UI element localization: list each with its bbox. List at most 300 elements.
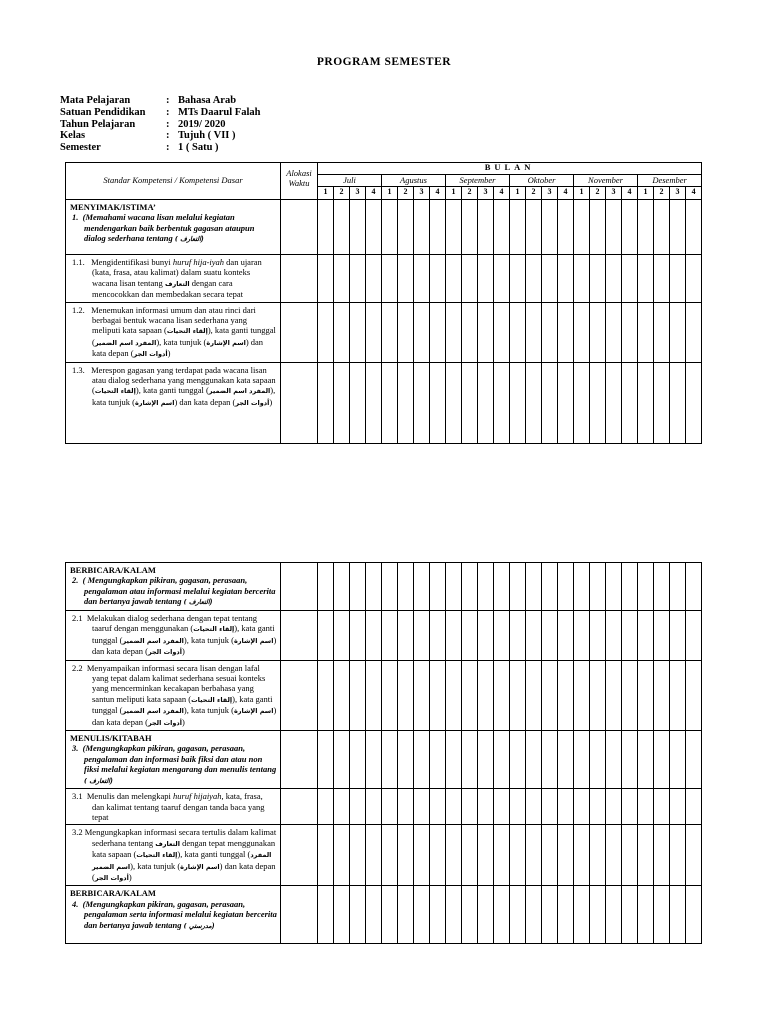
week-cell: [574, 789, 590, 825]
week-cell: [318, 611, 334, 661]
alokasi-cell: [281, 789, 318, 825]
week-cell: [574, 660, 590, 730]
week-cell: [398, 200, 414, 255]
meta-row: [60, 130, 260, 142]
header-bulan: BULAN: [318, 163, 702, 175]
week-cell: [398, 825, 414, 886]
week-cell: [686, 825, 702, 886]
week-cell: [494, 563, 510, 611]
alokasi-cell: [281, 611, 318, 661]
week-cell: [494, 825, 510, 886]
week-cell: [590, 200, 606, 255]
week-cell: [526, 255, 542, 303]
week-cell: [670, 825, 686, 886]
week-cell: [366, 886, 382, 944]
week-cell: [350, 563, 366, 611]
week-cell: [558, 611, 574, 661]
meta-row: [60, 107, 260, 119]
week-cell: [334, 825, 350, 886]
alokasi-cell: [281, 825, 318, 886]
header-week: 2: [462, 187, 478, 200]
meta-colon: :: [166, 118, 170, 130]
table-row: [66, 200, 702, 255]
week-cell: [494, 789, 510, 825]
week-cell: [478, 302, 494, 362]
meta-row: [60, 142, 260, 154]
week-cell: [654, 362, 670, 443]
week-cell: [590, 362, 606, 443]
meta-value: Tujuh ( VII ): [178, 130, 236, 142]
week-cell: [430, 886, 446, 944]
week-cell: [670, 789, 686, 825]
week-cell: [574, 611, 590, 661]
week-cell: [350, 731, 366, 789]
week-cell: [334, 731, 350, 789]
week-cell: [478, 731, 494, 789]
week-cell: [430, 611, 446, 661]
week-cell: [414, 362, 430, 443]
week-cell: [350, 825, 366, 886]
week-cell: [590, 255, 606, 303]
week-cell: [318, 789, 334, 825]
week-cell: [654, 886, 670, 944]
week-cell: [382, 611, 398, 661]
alokasi-cell: [281, 660, 318, 730]
week-cell: [334, 660, 350, 730]
week-cell: [366, 302, 382, 362]
meta-colon: :: [166, 142, 170, 154]
week-cell: [366, 362, 382, 443]
header-week: 3: [606, 187, 622, 200]
standar-kompetensi-1: 1. (Memahami wacana lisan melalui kegiatan mendengarkan baik berbentuk gagasan ataupun dialog sederhana tentang ( التعارف): [72, 212, 255, 244]
header-week: 2: [654, 187, 670, 200]
week-cell: [606, 362, 622, 443]
week-cell: [654, 825, 670, 886]
week-cell: [430, 789, 446, 825]
week-cell: [414, 731, 430, 789]
header-week: 2: [398, 187, 414, 200]
week-cell: [606, 563, 622, 611]
header-week: 1: [318, 187, 334, 200]
meta-value: MTs Daarul Falah: [178, 106, 261, 118]
week-cell: [510, 611, 526, 661]
week-cell: [462, 825, 478, 886]
meta-label: Mata Pelajaran: [60, 95, 131, 106]
week-cell: [574, 255, 590, 303]
week-cell: [446, 789, 462, 825]
week-cell: [446, 825, 462, 886]
header-week: 1: [382, 187, 398, 200]
week-cell: [670, 731, 686, 789]
week-cell: [542, 255, 558, 303]
week-cell: [446, 302, 462, 362]
week-cell: [574, 731, 590, 789]
kompetensi-dasar-3-1: 3.1 Menulis dan melengkapi huruf hijaiyah, kata, frasa, dan kalimat tentang taaruf dengan tanda baca yang tepat: [72, 791, 265, 822]
kompetensi-dasar-3-2: 3.2 Mengungkapkan informasi secara tertulis dalam kalimat sederhana tentang التعارف dengan tepat menggunakan kata sapaan (إلقاء التحيات), kata ganti tunggal (المفرد اسم الضمير), kata tunjuk (اسم الإشارة) dan kata depan (أدوات الجر): [72, 827, 277, 882]
table-row: [66, 611, 702, 661]
week-cell: [542, 886, 558, 944]
week-cell: [654, 200, 670, 255]
week-cell: [414, 789, 430, 825]
table-row: [66, 825, 702, 886]
meta-row: [60, 95, 260, 107]
table-row: [66, 886, 702, 944]
kd-cell: [66, 731, 281, 789]
week-cell: [318, 731, 334, 789]
week-cell: [622, 362, 638, 443]
week-cell: [334, 302, 350, 362]
section-heading: MENYIMAK/ISTIMA’: [70, 202, 156, 212]
week-cell: [510, 825, 526, 886]
week-cell: [446, 200, 462, 255]
week-cell: [478, 886, 494, 944]
week-cell: [510, 563, 526, 611]
week-cell: [654, 255, 670, 303]
week-cell: [318, 563, 334, 611]
week-cell: [558, 660, 574, 730]
week-cell: [494, 886, 510, 944]
week-cell: [686, 200, 702, 255]
week-cell: [510, 731, 526, 789]
week-cell: [446, 660, 462, 730]
week-cell: [542, 660, 558, 730]
week-cell: [638, 362, 654, 443]
week-cell: [382, 660, 398, 730]
week-cell: [318, 255, 334, 303]
week-cell: [638, 731, 654, 789]
week-cell: [686, 611, 702, 661]
meta-label: Satuan Pendidikan: [60, 106, 146, 118]
alokasi-cell: [281, 563, 318, 611]
week-cell: [334, 362, 350, 443]
week-cell: [574, 200, 590, 255]
table-row: [66, 731, 702, 789]
week-cell: [654, 660, 670, 730]
week-cell: [462, 611, 478, 661]
week-cell: [542, 362, 558, 443]
week-cell: [430, 825, 446, 886]
alokasi-cell: [281, 886, 318, 944]
week-cell: [494, 200, 510, 255]
week-cell: [558, 886, 574, 944]
week-cell: [350, 660, 366, 730]
week-cell: [462, 200, 478, 255]
table-row: [66, 660, 702, 730]
week-cell: [590, 825, 606, 886]
week-cell: [318, 302, 334, 362]
week-cell: [606, 731, 622, 789]
week-cell: [398, 660, 414, 730]
week-cell: [670, 200, 686, 255]
week-cell: [654, 563, 670, 611]
header-week: 1: [574, 187, 590, 200]
week-cell: [526, 789, 542, 825]
header-week: 2: [334, 187, 350, 200]
kompetensi-dasar-2-1: 2.1 Melakukan dialog sederhana dengan tepat tentang taaruf dengan menggunakan (إلقاء التحيات), kata ganti tunggal (المفرد اسم الضمير), kata tunjuk (اسم الإشارة) dan kata depan (أدوات الجر): [72, 613, 277, 657]
week-cell: [654, 731, 670, 789]
week-cell: [446, 563, 462, 611]
header-week: 4: [686, 187, 702, 200]
meta-label: Semester: [60, 142, 101, 154]
week-cell: [430, 255, 446, 303]
week-cell: [622, 886, 638, 944]
week-cell: [590, 789, 606, 825]
week-cell: [430, 660, 446, 730]
week-cell: [318, 825, 334, 886]
header-week: 3: [542, 187, 558, 200]
week-cell: [606, 789, 622, 825]
week-cell: [462, 563, 478, 611]
week-cell: [382, 200, 398, 255]
alokasi-cell: [281, 362, 318, 443]
standar-kompetensi-2: 2. ( Mengungkapkan pikiran, gagasan, perasaan, pengalaman atau informasi melalui kegiatan bercerita dan bertanya jawab tentang ( التعارف): [72, 575, 276, 607]
week-cell: [398, 886, 414, 944]
week-cell: [478, 789, 494, 825]
week-cell: [670, 611, 686, 661]
header-week: 3: [414, 187, 430, 200]
week-cell: [398, 302, 414, 362]
meta-colon: :: [166, 106, 170, 118]
week-cell: [414, 200, 430, 255]
week-cell: [414, 611, 430, 661]
week-cell: [590, 731, 606, 789]
week-cell: [686, 563, 702, 611]
alokasi-cell: [281, 302, 318, 362]
kd-cell: [66, 563, 281, 611]
document-meta: [60, 95, 260, 154]
week-cell: [526, 611, 542, 661]
kd-cell: [66, 255, 281, 303]
header-week: 4: [366, 187, 382, 200]
week-cell: [686, 255, 702, 303]
header-standar-kompetensi: [66, 163, 281, 200]
week-cell: [382, 362, 398, 443]
week-cell: [670, 886, 686, 944]
week-cell: [366, 255, 382, 303]
week-cell: [686, 362, 702, 443]
week-cell: [526, 886, 542, 944]
week-cell: [638, 611, 654, 661]
week-cell: [414, 886, 430, 944]
week-cell: [446, 255, 462, 303]
week-cell: [494, 255, 510, 303]
week-cell: [622, 825, 638, 886]
week-cell: [558, 362, 574, 443]
week-cell: [350, 789, 366, 825]
week-cell: [542, 611, 558, 661]
week-cell: [334, 255, 350, 303]
week-cell: [382, 255, 398, 303]
week-cell: [446, 611, 462, 661]
header-month: Desember: [638, 174, 702, 187]
week-cell: [542, 302, 558, 362]
header-week: 4: [558, 187, 574, 200]
week-cell: [558, 200, 574, 255]
week-cell: [574, 825, 590, 886]
week-cell: [558, 731, 574, 789]
week-cell: [414, 302, 430, 362]
alokasi-cell: [281, 200, 318, 255]
week-cell: [590, 886, 606, 944]
header-week: 1: [446, 187, 462, 200]
week-cell: [430, 302, 446, 362]
week-cell: [574, 302, 590, 362]
week-cell: [462, 362, 478, 443]
week-cell: [590, 611, 606, 661]
week-cell: [446, 886, 462, 944]
week-cell: [366, 563, 382, 611]
table-row: [66, 362, 702, 443]
week-cell: [526, 563, 542, 611]
week-cell: [606, 302, 622, 362]
week-cell: [414, 660, 430, 730]
header-week: 4: [430, 187, 446, 200]
meta-value: 2019/ 2020: [178, 118, 226, 130]
week-cell: [398, 611, 414, 661]
week-cell: [686, 731, 702, 789]
standar-kompetensi-4: 4. (Mengungkapkan pikiran, gagasan, perasaan, pengalaman serta informasi melalui kegiatan bercerita dan bertanya jawab tentang ( مدرستي): [72, 898, 277, 930]
week-cell: [350, 255, 366, 303]
header-month: November: [574, 174, 638, 187]
week-cell: [558, 255, 574, 303]
week-cell: [526, 302, 542, 362]
week-cell: [510, 789, 526, 825]
week-cell: [510, 660, 526, 730]
week-cell: [318, 660, 334, 730]
week-cell: [606, 200, 622, 255]
week-cell: [318, 362, 334, 443]
week-cell: [558, 825, 574, 886]
week-cell: [526, 731, 542, 789]
week-cell: [574, 563, 590, 611]
header-alokasi-waktu: [281, 163, 318, 200]
header-week: 2: [590, 187, 606, 200]
week-cell: [638, 660, 654, 730]
week-cell: [622, 789, 638, 825]
standar-kompetensi-3: 3. (Mengungkapkan pikiran, gagasan, perasaan, pengalaman dan informasi baik fiksi dan atau non fiksi melalui kegiatan mengarang dan menulis tentang ( التعارف): [72, 743, 277, 785]
week-cell: [654, 302, 670, 362]
program-table-2: [65, 562, 702, 944]
week-cell: [670, 255, 686, 303]
section-heading: BERBICARA/KALAM: [70, 888, 156, 899]
week-cell: [366, 660, 382, 730]
week-cell: [366, 611, 382, 661]
week-cell: [366, 200, 382, 255]
week-cell: [622, 731, 638, 789]
week-cell: [478, 563, 494, 611]
week-cell: [606, 611, 622, 661]
week-cell: [334, 611, 350, 661]
week-cell: [510, 362, 526, 443]
table-row: [66, 255, 702, 303]
header-week: 4: [494, 187, 510, 200]
week-cell: [590, 302, 606, 362]
week-cell: [414, 255, 430, 303]
kd-cell: [66, 200, 281, 255]
meta-value: 1 ( Satu ): [178, 142, 219, 154]
kompetensi-dasar-1-1: 1.1. Mengidentifikasi bunyi huruf hija-iyah dan ujaran (kata, frasa, atau kalimat) dalam suatu konteks wacana lisan tentang التعارف dengan cara mencocokkan dan membedakan secara tepat: [72, 257, 262, 300]
week-cell: [446, 731, 462, 789]
kd-cell: [66, 886, 281, 944]
week-cell: [638, 200, 654, 255]
kd-cell: [66, 825, 281, 886]
kompetensi-dasar-2-2: 2.2 Menyampaikan informasi secara lisan dengan lafal yang tepat dalam kalimat sederhana sesuai konteks yang mencerminkan kecakapan berbahasa yang santun meliputi kata sapaan (إلقاء التحيات), kata ganti tunggal (المفرد اسم الضمير), kata tunjuk (اسم الإشارة) dan kata depan (أدوات الجر): [72, 662, 277, 727]
header-week: 3: [350, 187, 366, 200]
week-cell: [542, 825, 558, 886]
kd-cell: [66, 611, 281, 661]
week-cell: [558, 302, 574, 362]
week-cell: [382, 789, 398, 825]
week-cell: [670, 302, 686, 362]
week-cell: [542, 789, 558, 825]
week-cell: [350, 362, 366, 443]
week-cell: [622, 611, 638, 661]
week-cell: [638, 825, 654, 886]
week-cell: [478, 611, 494, 661]
meta-colon: :: [166, 95, 170, 106]
week-cell: [430, 200, 446, 255]
week-cell: [350, 200, 366, 255]
week-cell: [510, 255, 526, 303]
week-cell: [382, 731, 398, 789]
week-cell: [494, 362, 510, 443]
header-month: Agustus: [382, 174, 446, 187]
week-cell: [366, 825, 382, 886]
week-cell: [414, 825, 430, 886]
week-cell: [350, 302, 366, 362]
week-cell: [638, 563, 654, 611]
week-cell: [670, 563, 686, 611]
week-cell: [590, 660, 606, 730]
week-cell: [430, 563, 446, 611]
week-cell: [670, 362, 686, 443]
week-cell: [494, 302, 510, 362]
section-heading: MENULIS/KITABAH: [70, 733, 152, 744]
kompetensi-dasar-1-2: 1.2. Menemukan informasi umum dan atau rinci dari berbagai bentuk wacana lisan sederhana yang meliputi kata sapaan (إلقاء التحيات), kata ganti tunggal (المفرد اسم الضمير), kata tunjuk (اسم الإشارة) dan kata depan (أدوات الجر): [72, 304, 276, 359]
week-cell: [638, 302, 654, 362]
week-cell: [686, 302, 702, 362]
kompetensi-dasar-1-3: 1.3. Merespon gagasan yang terdapat pada wacana lisan atau dialog sederhana yang menggunakan kata sapaan (إلقاء التحيات), kata ganti tunggal (المفرد اسم الضمير), kata tunjuk (اسم الإشارة) dan kata depan (أدوات الجر): [72, 364, 276, 407]
week-cell: [478, 825, 494, 886]
week-cell: [494, 731, 510, 789]
week-cell: [478, 255, 494, 303]
header-month: September: [446, 174, 510, 187]
week-cell: [494, 611, 510, 661]
week-cell: [686, 660, 702, 730]
week-cell: [430, 362, 446, 443]
week-cell: [686, 789, 702, 825]
section-heading: BERBICARA/KALAM: [70, 565, 156, 575]
program-table-1: [65, 162, 702, 444]
header-week: 1: [638, 187, 654, 200]
week-cell: [462, 660, 478, 730]
header-week: 2: [526, 187, 542, 200]
table-row: [66, 789, 702, 825]
week-cell: [510, 886, 526, 944]
week-cell: [494, 660, 510, 730]
header-month: Juli: [318, 174, 382, 187]
meta-row: [60, 119, 260, 131]
week-cell: [606, 255, 622, 303]
week-cell: [382, 886, 398, 944]
alokasi-cell: [281, 731, 318, 789]
week-cell: [462, 789, 478, 825]
table-row: [66, 302, 702, 362]
header-alokasi-label: Alokasi Waktu: [286, 168, 312, 188]
header-week: 1: [510, 187, 526, 200]
meta-label: Kelas: [60, 130, 86, 142]
week-cell: [622, 255, 638, 303]
